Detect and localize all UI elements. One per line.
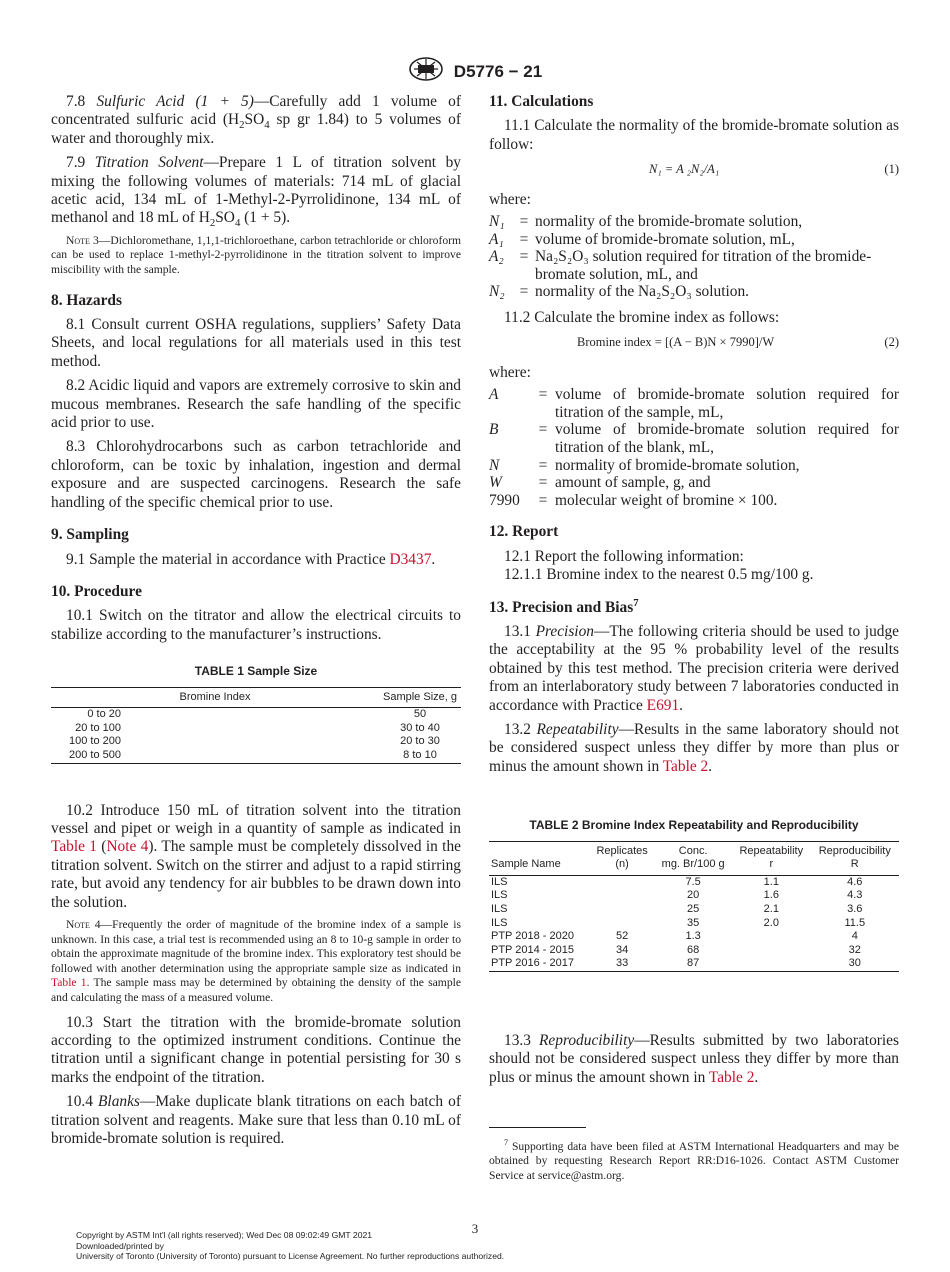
link-note-4[interactable]: Note 4	[106, 838, 149, 856]
table-row: PTP 2014 - 2015 34 68 32	[491, 943, 861, 956]
section-heading-10: 10. Procedure	[51, 582, 142, 600]
definition-row: W = amount of sample, g, and	[489, 474, 711, 492]
table-row: PTP 2016 - 2017 33 87 30	[489, 957, 899, 971]
paragraph-9-1: 9.1 Sample the material in accordance with Practice D3437.	[66, 550, 436, 568]
paragraph-10-4: 10.4 Blanks—Make duplicate blank titrations on each batch of titration solvent and reagents. Make sure that less than 0.10 mL of bromide-bromate solution is required.	[51, 1093, 461, 1147]
paragraph-12-1-1: 12.1.1 Bromine index to the nearest 0.5 mg/100 g.	[504, 566, 814, 584]
note-4: Note 4—Frequently the order of magnitude of the bromine index of a sample is unknown. In this case, a trial test is recommended using an 8 to 10-g sample in order to obtain the approximate magnitude of the bromine index. This exploratory test should be followed with another determination using the appropriate sample size as indicated in Table 1. The sample mass may be determined by obtaining the density of the sample and calculating the mass of a measured volume.	[51, 917, 461, 1004]
paragraph-8-2: 8.2 Acidic liquid and vapors are extremely corrosive to skin and mucous membranes. Research the safe handling of the specific acid prior to use.	[51, 377, 461, 432]
copyright-notice: Copyright by ASTM Int'l (all rights reserved); Wed Dec 08 09:02:49 GMT 2021 Downloaded/printed by University of Toronto (University of Toronto) pursuant to License Agreement. No further reproductions authorized.	[76, 1230, 505, 1262]
paragraph-13-1: 13.1 Precision—The following criteria should be used to judge the acceptability at the 95 % probability level of the results obtained by this test method. The precision criteria were derived from an interlaboratory study between 7 laboratories conducted in accordance with Practice E691.	[489, 623, 899, 714]
table-row: ILS 7.5 1.1 4.6	[491, 875, 863, 888]
table-row: ILS 25 2.1 3.6	[491, 903, 863, 916]
table-2	[489, 841, 899, 972]
section-heading-13: 13. Precision and Bias$^7$	[489, 596, 639, 616]
paragraph-13-3: 13.3 Reproducibility—Results submitted by two laboratories should not be considered suspect unless they differ by more than plus or minus the amount shown in Table 2.	[489, 1032, 899, 1086]
table-row: ILS 20 1.6 4.3	[491, 889, 863, 902]
footnote-divider	[489, 1127, 586, 1128]
page-header	[0, 56, 950, 87]
link-d3437[interactable]: D3437	[389, 550, 432, 568]
table-header: Replicates (n)	[590, 841, 654, 875]
link-table-1[interactable]: Table 1	[51, 838, 97, 856]
definitions-1	[489, 213, 899, 301]
document-designation: D5776 − 21	[453, 61, 543, 81]
paragraph-10-3: 10.3 Start the titration with the bromide-bromate solution according to the optimized instrument conditions. Continue the titration until a significant change in potential persisting for 30 s marks the endpoint of the titration.	[51, 1013, 461, 1086]
definitions-2	[489, 386, 899, 509]
footnote-7: $^7$ Supporting data have been filed at ASTM International Headquarters and may be obtained by requesting Research Report RR:D16-1026. Contact ASTM Customer Service at service@astm.org.	[489, 1137, 899, 1182]
paragraph-12-1: 12.1 Report the following information:	[504, 547, 744, 565]
table-row: ILS 35 2.0 11.5	[491, 916, 866, 929]
definition-row: A = volume of bromide-bromate solution required for titration of the sample, mL,	[489, 386, 899, 421]
table-header: Bromine Index	[51, 687, 379, 708]
left-column	[51, 93, 461, 1154]
link-table-2[interactable]: Table 2	[708, 1068, 755, 1086]
equation-1: N₁ = A ₂N₂/A₁ (1)	[649, 162, 899, 177]
paragraph-8-1: 8.1 Consult current OSHA regulations, suppliers’ Safety Data Sheets, and local regulations for all materials used in this test method.	[51, 316, 461, 370]
section-heading-9: 9. Sampling	[51, 526, 129, 544]
paragraph-8-3: 8.3 Chlorohydrocarbons such as carbon tetrachloride and chloroform, can be toxic by inhalation, ingestion and dermal exposure and are suspected carcinogens. Research the safe handling of the specific chemical prior to use.	[51, 438, 461, 511]
link-e691[interactable]: E691	[646, 696, 680, 714]
section-heading-8: 8. Hazards	[51, 291, 122, 309]
definition-row: N = normality of bromide-bromate solution,	[489, 456, 800, 474]
link-table-2[interactable]: Table 2	[662, 757, 709, 775]
paragraph-10-2: 10.2 Introduce 150 mL of titration solvent into the titration vessel and pipet or weigh in a quantity of sample as indicated in Table 1 (Note 4). The sample must be completely dissolved in the titration solvent. Switch on the stirrer and adjust to a rapid stirring rate, but avoid any tendency for air bubbles to be drawn down into the solution.	[51, 801, 461, 911]
paragraph-7-8: 7.8 Sulfuric Acid (1 + 5)—Carefully add 1 volume of concentrated sulfuric acid ($H_2SO_4$ sp gr 1.84) to 5 volumes of water and thoroughly mix.	[51, 93, 462, 147]
paragraph-11-1: 11.1 Calculate the normality of the bromide-bromate solution as follow:	[489, 117, 899, 153]
table-header: Sample Size, g	[379, 687, 461, 708]
paragraph-10-1: 10.1 Switch on the titrator and allow the electrical circuits to stabilize according to the manufacturer’s instructions.	[51, 607, 461, 643]
table-row: 0 to 20 50	[87, 708, 427, 721]
table-2-title: TABLE 2 Bromine Index Repeatability and Reproducibility	[529, 818, 859, 833]
definition-row: B = volume of bromide-bromate solution required for titration of the blank, mL,	[489, 421, 899, 456]
paragraph-7-9: 7.9 Titration Solvent—Prepare 1 L of titration solvent by mixing the following volumes of materials: 714 mL of glacial acetic acid, 134 mL of 1-Methyl-2-Pyrrolidinone, 134 mL of methanol and 18 mL of $H_2SO_4$ (1 + 5).	[51, 154, 461, 230]
page-number: 3	[471, 1221, 479, 1236]
table-row: 100 to 200 20 to 30	[69, 735, 440, 748]
definition-row: N₂ = normality of the Na₂S₂O₃ solution.	[489, 283, 750, 301]
definition-row: A₁ = volume of bromide-bromate solution, mL,	[489, 230, 795, 248]
table-header: Sample Name	[489, 841, 590, 875]
note-3: Note 3—Dichloromethane, 1,1,1-trichloroethane, carbon tetrachloride or chloroform can be used to replace 1-methyl-2-pyrrolidinone in the titration solvent to improve miscibility with the sample.	[51, 233, 461, 277]
table-1	[51, 687, 461, 764]
equation-2: Bromine index = [(A − B)N × 7990]/W (2)	[577, 335, 899, 350]
paragraph-13-2: 13.2 Repeatability—Results in the same laboratory should not be considered suspect unless they differ by more than plus or minus the amount shown in Table 2.	[489, 721, 899, 775]
section-heading-12: 12. Report	[489, 523, 559, 541]
definition-row: 7990 = molecular weight of bromine × 100.	[489, 491, 778, 509]
table-header: Repeatability r	[732, 841, 810, 875]
astm-logo-icon	[408, 56, 444, 87]
table-row: 20 to 100 30 to 40	[75, 721, 440, 734]
table-1-title: TABLE 1 Sample Size	[194, 664, 318, 679]
where-label: where:	[489, 363, 531, 381]
table-row: 200 to 500 8 to 10	[51, 749, 461, 763]
definition-row: A₂ = Na₂S₂O₃ solution required for titration of the bromide-bromate solution, mL, and	[489, 248, 872, 283]
table-header: Reproducibility R	[811, 841, 899, 875]
link-table-1[interactable]: Table 1	[51, 976, 87, 990]
table-header: Conc. mg. Br/100 g	[654, 841, 732, 875]
section-heading-11: 11. Calculations	[489, 93, 594, 110]
table-row: PTP 2018 - 2020 52 1.3 4	[491, 930, 858, 943]
definition-row: N₁ = normality of the bromide-bromate solution,	[489, 213, 803, 231]
paragraph-11-2: 11.2 Calculate the bromine index as follows:	[504, 309, 780, 326]
where-label: where:	[489, 190, 531, 208]
right-column	[489, 93, 899, 1195]
